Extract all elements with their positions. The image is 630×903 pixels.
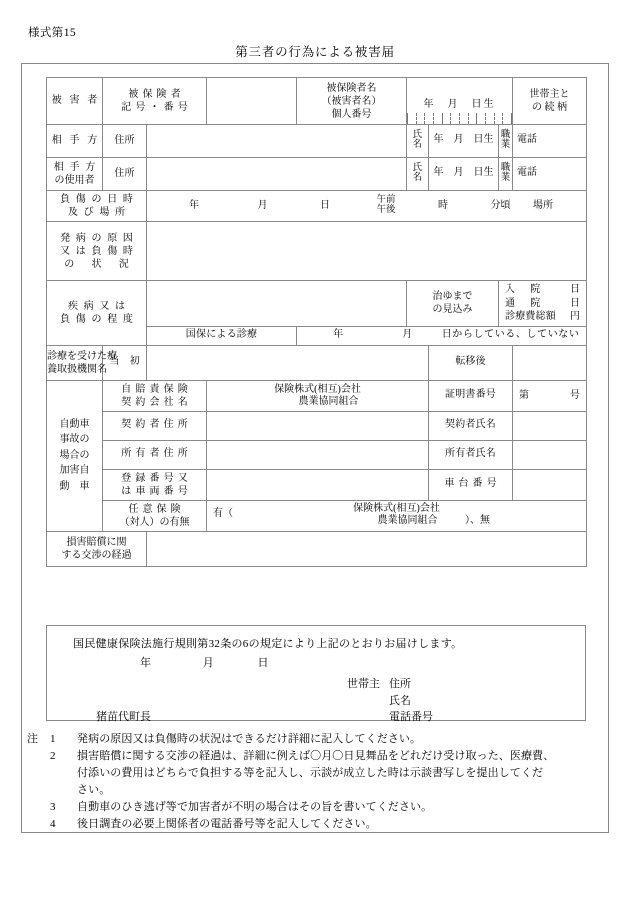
note-number-3: 3 — [50, 801, 56, 814]
chassis-number-value-cell[interactable] — [513, 469, 587, 500]
victim-label-cell — [47, 78, 103, 125]
registration-number-label: 登 録 番 号 又 は 車 両 番 号 — [121, 472, 189, 497]
table-row-contractor-address — [47, 411, 587, 440]
declaration-phone-label: 電話番号 — [389, 711, 433, 723]
employer-name-label: 氏 名 — [412, 163, 423, 183]
certificate-number-label: 証明書番号 — [445, 389, 496, 401]
kokuho-label-cell — [147, 326, 297, 345]
certificate-suffix: 号 — [570, 389, 581, 401]
jibaiseki-company-choice: 保険株式(相互)会社 農業協同組合 — [274, 383, 361, 407]
notes-section — [22, 731, 610, 833]
declaration-box — [46, 625, 586, 721]
victim-label: 被 害 者 — [51, 94, 100, 106]
total-cost-unit: 円 — [570, 311, 581, 322]
contractor-address-label-cell — [103, 411, 207, 440]
optional-insurance-label: 任 意 保 険 （対人）の有無 — [119, 503, 190, 528]
table-row-optional-insurance — [47, 500, 587, 531]
insured-name-label-cell — [297, 78, 407, 125]
page-title: 第三者の行為による被害届 — [235, 45, 395, 59]
note-text-2-line-1: 損害賠償に関する交渉の経過は、詳細に例えば〇月〇日見舞品をどれだけ受け取った、医療費、 — [77, 750, 555, 763]
opponent-name-label-cell — [407, 125, 429, 158]
table-row-injury-datetime — [47, 191, 587, 222]
cure-estimate-label: 治ゆまで の見込み — [432, 291, 473, 316]
note-item-3 — [22, 799, 610, 816]
injury-place-label: 場所 — [533, 200, 554, 212]
note-text-4: 後日調査の必要上関係者の電話番号等を記入してください。 — [77, 818, 377, 831]
household-relation-label: 世帯主と の 続 柄 — [529, 89, 570, 113]
registration-number-value-cell[interactable] — [207, 469, 429, 500]
table-row-registration-number — [47, 469, 587, 500]
cause-label: 発 病 の 原 因 又 は 負 傷 時 の 状 況 — [60, 232, 135, 270]
main-form-table — [46, 77, 587, 567]
individual-number-grid[interactable] — [407, 113, 512, 124]
outpatient-label: 通 院 — [505, 297, 543, 309]
institution-transferred-value-cell[interactable] — [513, 345, 587, 380]
jibaiseki-label-cell — [103, 380, 207, 411]
declaration-name-label: 氏名 — [389, 695, 411, 707]
note-text-2-line-2: 付添いの費用はどちらで負担する等を記入し、示談が成立した時は示談書写しを提出してくだ — [77, 767, 544, 780]
institution-transferred-label: 転移後 — [455, 356, 486, 368]
employer-address-label: 住所 — [114, 167, 135, 179]
hospitalization-unit: 日 — [570, 284, 581, 295]
declaration-address-label: 住所 — [389, 678, 411, 690]
employer-label: 相 手 方 の使用者 — [53, 162, 97, 186]
certificate-number-label-cell — [429, 380, 513, 411]
opponent-occupation-label: 職 業 — [500, 130, 511, 150]
mayor-label: 猪苗代町長 — [96, 711, 151, 723]
injury-day: 日 — [320, 200, 330, 212]
total-cost-row — [505, 310, 580, 324]
negotiation-label-cell — [47, 531, 147, 566]
cause-value-cell[interactable] — [147, 222, 587, 281]
table-row-owner-address — [47, 440, 587, 469]
note-text-2-line-3: さい。 — [77, 784, 111, 797]
opponent-address-value-cell[interactable] — [147, 125, 407, 158]
cause-label-cell — [47, 222, 147, 281]
table-row-victim — [47, 78, 587, 125]
note-number-2: 2 — [50, 750, 56, 763]
opponent-address-label-cell — [103, 125, 147, 158]
optional-insurance-value-cell[interactable] — [207, 500, 587, 531]
optional-insurance-choice — [207, 501, 586, 531]
employer-address-label-cell — [103, 158, 147, 191]
jibaiseki-label: 自 賠 責 保 険 契 約 会 社 名 — [121, 383, 189, 408]
hospitalization-label: 入 院 — [505, 284, 543, 295]
owner-name-label: 所有者氏名 — [445, 448, 496, 460]
employer-phone-label: 電話 — [517, 166, 538, 178]
birth-date-label: 年 月 日生 — [423, 98, 496, 110]
owner-address-label-cell — [103, 440, 207, 469]
owner-name-label-cell — [429, 440, 513, 469]
vehicle-section-label-cell — [47, 380, 103, 531]
injury-datetime-label: 負 傷 の 日 時 及 び 場 所 — [60, 194, 135, 218]
insured-name-label: 被保険者名 （被害者名） 個人番号 — [321, 82, 382, 120]
institution-initial-value-cell[interactable] — [147, 345, 429, 380]
table-row-jibaiseki — [47, 380, 587, 411]
declaration-date — [140, 654, 269, 670]
optional-insurance-no: ）、無 — [465, 514, 491, 526]
employer-birth-label: 年 月 日生 — [433, 166, 494, 178]
opponent-name-label: 氏 名 — [412, 130, 423, 150]
injury-datetime-fields — [147, 196, 586, 216]
injury-datetime-value-cell[interactable] — [147, 191, 587, 222]
table-row-cause — [47, 222, 587, 281]
owner-address-value-cell[interactable] — [207, 440, 429, 469]
cure-estimate-label-cell — [407, 281, 499, 327]
kokuho-date-fields — [297, 329, 586, 342]
note-number-4: 4 — [50, 818, 56, 831]
institution-transferred-label-cell — [429, 345, 513, 380]
injury-minute: 分頃 — [490, 200, 511, 212]
chassis-number-label-cell — [429, 469, 513, 500]
notes-prefix: 注 — [27, 733, 39, 745]
opponent-address-label: 住所 — [114, 134, 135, 146]
table-row-negotiation — [47, 531, 587, 566]
kokuho-label: 国保による診療 — [185, 329, 258, 341]
note-item-1 — [22, 731, 610, 748]
outpatient-unit: 日 — [570, 297, 581, 309]
declaration-year: 年 — [140, 657, 151, 669]
vehicle-section-label: 自動車 事故の 場合の 加害自 動 車 — [59, 418, 90, 492]
owner-address-label: 所 有 者 住 所 — [121, 448, 189, 460]
employer-occupation-label-cell — [499, 158, 513, 191]
note-item-2 — [22, 748, 610, 799]
household-head-label: 世帯主 — [347, 678, 380, 690]
employer-name-label-cell — [407, 158, 429, 191]
optional-insurance-company: 保険株式(相互)会社 農業協同組合 — [353, 502, 440, 526]
institution-label: 診療を受けた療 養取扱機関名 — [47, 350, 117, 375]
insured-birth-and-number-cell[interactable] — [407, 78, 513, 125]
injury-year: 年 — [189, 200, 199, 212]
form-outer-frame — [21, 63, 609, 833]
opponent-name-birth-cell[interactable] — [429, 125, 499, 158]
treatment-amounts-list — [499, 281, 586, 326]
table-row-severity — [47, 281, 587, 327]
employer-phone-cell[interactable] — [513, 158, 587, 191]
certificate-prefix: 第 — [519, 389, 530, 401]
negotiation-value-cell[interactable] — [147, 531, 587, 566]
injury-month: 月 — [257, 200, 268, 212]
kokuho-year: 年 — [333, 329, 344, 341]
contractor-name-label-cell — [429, 411, 513, 440]
registration-number-label-cell — [103, 469, 207, 500]
certificate-number-fields — [513, 389, 586, 403]
total-cost-label: 診療費総額 — [505, 311, 556, 322]
declaration-day: 日 — [257, 657, 269, 669]
declaration-month: 月 — [202, 657, 214, 669]
severity-value-cell[interactable] — [147, 281, 407, 327]
contractor-name-value-cell[interactable] — [513, 411, 587, 440]
hospitalization-row — [505, 283, 580, 297]
employer-address-value-cell[interactable] — [147, 158, 407, 191]
table-row-opponent — [47, 125, 587, 158]
contractor-address-value-cell[interactable] — [207, 411, 429, 440]
opponent-birth-label: 年 月 日生 — [433, 133, 494, 145]
insured-symbol-label: 被 保 険 者 記 号 ・ 番 号 — [121, 89, 189, 113]
opponent-label: 相 手 方 — [51, 134, 100, 146]
treatment-amounts-cell[interactable] — [499, 281, 587, 327]
kokuho-month: 月 — [402, 329, 413, 341]
employer-occupation-label: 職 業 — [500, 163, 511, 183]
note-text-3: 自動車のひき逃げ等で加害者が不明の場合はその旨を書いてください。 — [77, 801, 433, 814]
opponent-phone-cell[interactable] — [513, 125, 587, 158]
insured-symbol-value-cell[interactable] — [207, 78, 297, 125]
institution-initial-label: 当 初 — [109, 356, 140, 368]
am-pm-label: 午前 午後 — [376, 195, 396, 215]
severity-label: 疾 病 又 は 負 傷 の 程 度 — [60, 300, 135, 325]
severity-label-cell — [47, 281, 147, 346]
negotiation-label: 損害賠償に関 する交渉の経過 — [61, 536, 132, 561]
note-item-4 — [22, 816, 610, 833]
form-number: 様式第15 — [28, 27, 76, 39]
employer-name-birth-cell[interactable] — [429, 158, 499, 191]
insured-symbol-label-cell — [103, 78, 207, 125]
opponent-label-cell — [47, 125, 103, 158]
kokuho-value-cell[interactable] — [297, 326, 587, 345]
optional-insurance-yes: 有（ — [213, 507, 233, 519]
certificate-number-value-cell[interactable] — [513, 380, 587, 411]
employer-label-cell — [47, 158, 103, 191]
table-row-employer — [47, 158, 587, 191]
injury-hour: 時 — [438, 200, 449, 212]
owner-name-value-cell[interactable] — [513, 440, 587, 469]
kokuho-tail: 日からしている、していない — [441, 329, 580, 341]
declaration-statement: 国民健康保険法施行規則第32条の6の規定により上記のとおりお届けします。 — [73, 638, 463, 650]
household-relation-label-cell — [513, 78, 587, 125]
table-row-institution — [47, 345, 587, 380]
opponent-phone-label: 電話 — [517, 133, 538, 145]
outpatient-row — [505, 297, 580, 311]
note-text-1: 発病の原因又は負傷時の状況はできるだけ詳細に記入してください。 — [77, 733, 422, 745]
chassis-number-label: 車 台 番 号 — [444, 478, 498, 490]
institution-label-cell — [47, 345, 117, 380]
note-number-1: 1 — [50, 733, 56, 745]
contractor-address-label: 契 約 者 住 所 — [121, 419, 189, 431]
optional-insurance-label-cell — [103, 500, 207, 531]
opponent-occupation-label-cell — [499, 125, 513, 158]
injury-datetime-label-cell — [47, 191, 147, 222]
jibaiseki-company-cell[interactable] — [207, 380, 429, 411]
contractor-name-label: 契約者氏名 — [445, 419, 496, 431]
